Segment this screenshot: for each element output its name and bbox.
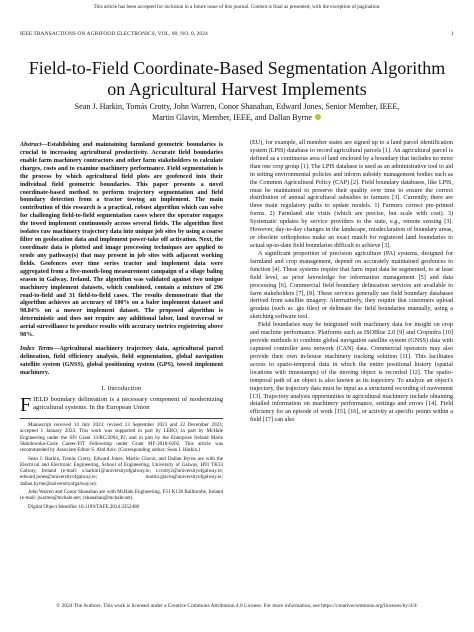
orcid-icon[interactable] xyxy=(315,114,321,120)
intro-paragraph xyxy=(20,393,223,416)
body-paragraph: A significant proportion of precision agriculture (PA) systems, designed for farmland and crop management, depend on accurately maintained geofences to function [4]. These systems require that farm input data be segmented, to at least field level, as prior knowledge for information management [5] and data processing [6]. Commercial field boundary delineation services are available to farm stakeholders [7], [8]. These services generally use field boundary databases derived from satellite imagery. Alternatively, they require that customers upload geodata (such as .gis files) or delineate the field boundaries manually, using a sketching software tool. xyxy=(250,250,453,321)
abstract-lead: Abstract xyxy=(20,142,42,148)
index-terms-lead: Index Terms xyxy=(20,346,54,353)
author-line-2-text: Martin Glavin, Member, IEEE, and Dallan Byrne xyxy=(152,112,312,122)
footnote-affiliation-2: John Warren and Conor Shanahan are with McHale Engineering, F31 K138 Ballinrobe, Ireland (e-mail: jwarren@mchale.net; cshanahan@mchale.net). xyxy=(20,489,223,502)
journal-name: IEEE TRANSACTIONS ON AGRIFOOD ELECTRONICS, VOL. 00, NO. 0, 2024 xyxy=(20,31,208,37)
footnote-manuscript: Manuscript received 14 July 2023; revised 13 September 2023 and 22 December 2023; accepted 1 January 2024. This work was supported in part by LERO, in part by McHale Engineering under the SFI Grant 13/RC/2094_P2, and in part by the Enterprise Ireland Marie Skłodowska-Curie Career-FIT Fellowship under Grant MF-2018-0202. This article was recommended by Associate Editor S. Abd Aziz. (Corresponding author: Sean J. Harkin.) xyxy=(20,422,223,454)
author-list xyxy=(30,102,444,123)
author-line-1-text: Sean J. Harkin, Tomás Crotty, John Warren, Conor Shanahan, Edward Jones, Senior Member, IEEE, xyxy=(74,102,400,111)
body-paragraph: (EU), for example, all member states are signed up to a land parcel identification system (LPIS) database to record agricultural parcels [1]. An agricultural parcel is defined as a continuous area of land enclosed by a boundary that includes no more than one crop group [1]. The LPIS database is used as an administrative tool to aid in setting environmental policies and inform subsidy management bodies such as the Common Agricultural Policy (CAP) [2]. Field boundary databases, like LPIS, must be maintained to preserve their quality over time to ensure the correct distribution of annual agricultural subsidies to farmers [3]. Currently, there are three main regulatory paths to update models. 1) Farmers correct pre-printed forms. 2) Farmland site visits (which are precise, but scale with cost). 3) Systematic updates by service providers to the state, e.g., remote sensing [3]. However, day-to-day changes in the landscape, misdeclaration of boundary areas, or obsolete orthophotos make an exact match for registered land boundaries to actual up-to-date field boundaries difficult to achieve [3]. xyxy=(250,140,453,249)
page-number: 1 xyxy=(451,31,454,37)
drop-cap: F xyxy=(20,393,32,416)
left-column xyxy=(20,142,223,512)
section-heading: I. Introduction xyxy=(101,384,142,392)
author-line-2 xyxy=(30,113,444,124)
author-line-1 xyxy=(30,102,444,113)
footnote-doi: Digital Object Identifier 10.1109/TAFE.2024.3352480 xyxy=(28,503,140,510)
license-notice: © 2024 The Authors. This work is licensed under a Creative Commons Attribution 4.0 License. For more information, see https://creativecommons.org/licenses/by/4.0/ xyxy=(56,603,418,609)
intro-text: boundary delineation is a necessary component of modernizing agricultural systems. In the European Union xyxy=(33,395,223,411)
abstract-text: —Establishing and maintaining farmland geometric boundaries is crucial to increasing agricultural productivity. Accurate field boundaries enable farm machinery contractors and other farm stakeholders to calculate charges, costs and to examine machinery performance. Field segmentation is the process by which agricultural field plots are geofenced into their individual field geometric boundaries. This paper presents a novel coordinate-based method to perform trajectory segmentation and field boundary detection from a tractor towing an implement. The main contribution of this research is a practical, robust algorithm which can solve for challenging field-to-field segmentation cases where the operator engages the towed implement continuously across several fields. The algorithm first isolates raw machinery trajectory data into unique job sites by using a coarse filter on geolocation data and implement power-take off activation. Next, the coordinate data is plotted and image processing techniques are applied to erode any pathway(s) that may present in job sites with adjacent working fields. Geofences over time series tractor and implement data were aggregated from a five-month-long measurement campaign of a silage baling season in Galway, Ireland. The algorithm was validated against two unique machinery implement datasets, which combined, contain a mixture of 296 road-to-field and 31 field-to-field cases. The results demonstrate that the algorithm achieves an accuracy of 100% on a baler implement dataset and 98.84% on a mower implement dataset. The proposed algorithm is deterministic and does not require any additional labor, land traversal or aerial surveillance to produce results with accuracy metrics registering above 98%. xyxy=(20,142,223,339)
paper-title: Field-to-Field Coordinate-Based Segmentation Algorithm on Agricultural Harvest Implements xyxy=(28,58,446,99)
body-paragraph: Field boundaries may be integrated with machinery data for insight on crop and machine performance. Platforms such as ISOBlue 2.0 [9] and Cropinfra [10] provide methods to combine global navigation satellite system (GNSS) data with captured controller area network (CAN) data. Commercial operators may also provide their own in-house machinery tracking solution [11]. This facilitates access to spatio-temporal data in which the entire positional history (spatial locations with timestamps) of the moving object is recorded [12]. The spatio-temporal path of an object is also known as its trajectory. To analyze an object's trajectory, the trajectory data must be input as a structured recording of movement [13]. Trajectory analysis opportunities in agricultural machinery include obtaining detailed information on machinery performance, settings and errors [14]. Field efficiency for an episode of work [15], [16], or activity at specific points within a field [17] can also xyxy=(250,322,453,424)
index-terms xyxy=(20,346,223,378)
footnote-affiliation-1: Sean J. Harkin, Tomás Crotty, Edward Jones, Martin Glavin, and Dallan Byrne are with the Electrical and Electronic Engineering, School of Engineering, University of Galway, H91 TK33 Galway, Ireland (e-mail: s.harkin1@universityofgalway.ie; t.crotty2@universityofgalway.ie; edward.jones@universityofgalway.ie; martin.glavin@universityofgalway.ie; dallan.byrne@universityofgalway.ie). xyxy=(20,455,223,487)
acceptance-banner: This article has been accepted for inclusion in a future issue of this journal. Content is final as presented, with the exception of pagination. xyxy=(93,4,381,10)
running-head xyxy=(20,31,454,39)
right-column xyxy=(250,140,453,425)
index-terms-text: —Agricultural machinery trajectory data, agricultural parcel delineation, field efficiency analysis, field segmentation, global navigation satellite system (GNSS), global positioning system (GPS), towed implement machinery. xyxy=(20,346,223,376)
intro-lead-caps: IELD xyxy=(33,395,49,403)
abstract xyxy=(20,142,223,340)
footnote-block xyxy=(20,418,223,510)
